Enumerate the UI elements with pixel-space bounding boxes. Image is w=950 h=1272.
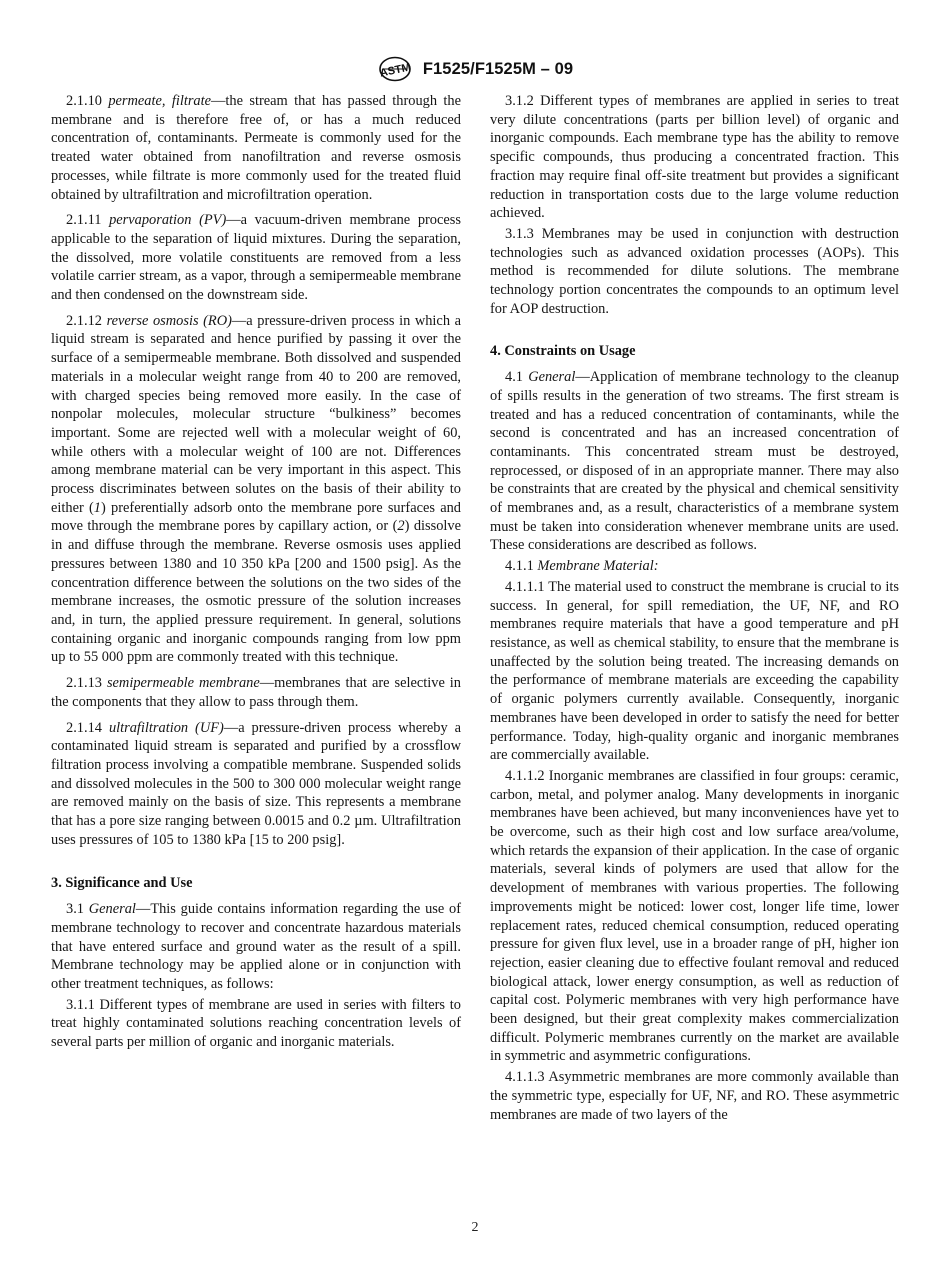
definition-text: ) dissolve in and diffuse through the membrane. Reverse osmosis uses applied pressures between 1380 and 10 350 kPa [200 and 1500 psig]. As the concentration difference between the solutions on the two sides of the membrane increases, the osmotic pressure of the solution increases and, in turn, the applied pressure requirement. In general, solutions containing organic and inorganic compounds ranging from low ppm up to 55 000 ppm are commonly treated with this technique. xyxy=(51,518,462,666)
page-header xyxy=(0,56,950,82)
clause-number: 4.1.1 xyxy=(505,558,538,575)
subsection-title: Membrane Material: xyxy=(537,558,659,575)
paragraph-3-1-3: 3.1.3 Membranes may be used in conjunction with destruction technologies such as advanced oxidation processes (AOPs). This method is recommended for dilute solutions. The membrane technology portion concentrates the compounds to an optimum level for AOP destruction. xyxy=(490,225,899,317)
clause-number: 3.1 xyxy=(66,901,89,918)
left-column xyxy=(51,92,461,1052)
paragraph-4-1 xyxy=(490,368,899,555)
paragraph-2-1-14 xyxy=(51,719,461,850)
paragraph-4-1-1 xyxy=(490,557,899,576)
section-heading-3: 3. Significance and Use xyxy=(51,875,193,892)
list-ref: 1 xyxy=(93,499,101,516)
defined-term: General xyxy=(528,369,576,386)
paragraph-2-1-10 xyxy=(51,92,461,204)
page-number: 2 xyxy=(471,1220,479,1235)
paragraph-4-1-1-1: 4.1.1.1 The material used to construct the membrane is crucial to its success. In general, for spill remediation, the UF, NF, and RO membranes require materials that have a good temperature and pH resistance, as well as chemical stability, to ensure that the membrane is unaffected by the solution being treated. The increasing demands on the performance of membrane materials are exceeding the capability of organic polymers currently available. Consequently, inorganic membranes have been developed in order to satisfy the need for better performance. Today, high-quality organic and inorganic membranes are commercially available. xyxy=(490,578,899,764)
body-text: —This guide contains information regarding the use of membrane technology to recover and concentrate hazardous materials that have entered surface and ground water as the result of a spill. Membrane technology may be applied alone or in conjunction with other treatment techniques, as follows: xyxy=(51,901,462,992)
paragraph-4-1-1-3: 4.1.1.3 Asymmetric membranes are more commonly available than the symmetric type, especially for UF, NF, and RO. These asymmetric membranes are made of two layers of the xyxy=(490,1069,899,1123)
paragraph-2-1-12 xyxy=(51,312,461,667)
paragraph-2-1-13 xyxy=(51,674,461,711)
paragraph-4-1-1-2: 4.1.1.2 Inorganic membranes are classified in four groups: ceramic, carbon, metal, and polymer analog. Many developments in inorganic membranes have been achieved, but many inconveniences have yet to be overcome, such as their high cost and low surface area/volume, which retards the expansion of their application. In the case of organic materials, several kinds of polymers are used that allow for the development of membranes with various properties. The following improvements might be noticed: lower cost, longer life time, lower replacement rates, reduced chemical consumption, reduced operating pressure for given flux level, use in a broader range of pH, higher ion rejection, easier cleaning due to effective foulant removal and reduced biological attack, lower energy consumption, as well as reduction of capital cost. Polymeric membranes with very high performance have been designed, but their great complexity makes commercialization difficult. Polymeric membranes currently on the market are available in symmetric and asymmetric configurations. xyxy=(490,767,899,1065)
clause-number: 2.1.12 xyxy=(66,312,107,329)
definition-text: —a pressure-driven process in which a liquid stream is separated and hence purified by passing it over the surface of a semipermeable membrane. Both dissolved and suspended materials in a molecular weight range from 40 to 200 are removed, with charged species being removed more easily. In the case of nonpolar molecules, molecular structure “bulkiness” becomes important. Some are rejected well with a molecular weight of 60, while others with a molecular weight of 100 are not. Differences among membrane material can be very important in this aspect. This process discriminates between solutes on the basis of their ability to either ( xyxy=(51,312,461,516)
definition-text: —the stream that has passed through the membrane and is therefore free of, or has a much reduced concentration of, contaminants. Permeate is commonly used for the treated water obtained from nanofiltration and reverse osmosis processes, while filtrate is more commonly used for the treated fluid obtained by ultrafiltration and microfiltration operation. xyxy=(51,93,461,203)
defined-term: ultrafiltration (UF) xyxy=(108,719,224,736)
defined-term: permeate, filtrate xyxy=(108,93,212,109)
right-column xyxy=(490,92,899,1124)
paragraph-3-1-2: 3.1.2 Different types of membranes are applied in series to treat very dilute concentrations (parts per billion level) of organic and inorganic compounds. Each membrane type has the ability to remove specific compounds, thus producing a concentrated fraction. This fraction may require final off-site treatment but provides a significant reduction in transportation costs due to the large volume reduction achieved. xyxy=(490,93,899,222)
defined-term: General xyxy=(88,901,136,918)
astm-logo-icon xyxy=(377,56,413,82)
defined-term: semipermeable membrane xyxy=(106,675,260,692)
definition-text: ) preferentially adsorb onto the membrane pore surfaces and move through the membrane pores by capillary action, or ( xyxy=(51,499,461,535)
clause-number: 2.1.14 xyxy=(66,719,109,736)
clause-number: 2.1.10 xyxy=(66,93,109,109)
defined-term: reverse osmosis (RO) xyxy=(106,312,232,329)
svg-text:ASTM: ASTM xyxy=(378,61,412,80)
paragraph-2-1-11 xyxy=(51,211,461,305)
definition-text: —membranes that are selective in the components that they allow to pass through them. xyxy=(51,675,461,710)
paragraph-3-1-1: 3.1.1 Different types of membrane are used in series with filters to treat highly contaminated solutions reaching concentration levels of several parts per million of organic and inorganic materials. xyxy=(51,996,461,1051)
list-ref: 2 xyxy=(397,518,405,535)
definition-text: —a pressure-driven process whereby a contaminated liquid stream is separated and purified by a crossflow filtration process involving a compatible membrane. Suspended solids and dissolved molecules in the 500 to 300 000 molecular weight range are removed mainly on the basis of size. This represents a membrane that has a pore size ranging between 0.0015 and 0.2 µm. Ultrafiltration uses pressures of 105 to 1380 kPa [15 to 200 psig]. xyxy=(51,719,462,848)
defined-term: pervaporation (PV) xyxy=(109,212,227,229)
clause-number: 4.1 xyxy=(505,369,529,386)
clause-number: 2.1.11 xyxy=(66,212,110,229)
clause-number: 2.1.13 xyxy=(66,675,107,692)
document-designation: F1525/F1525M – 09 xyxy=(422,59,574,78)
definition-text: —a vacuum-driven membrane process applicable to the separation of liquid mixtures. During the separation, the dissolved, more volatile constituents are removed from a less volatile carrier stream, as a vapor, through a semipermeable membrane and then condensed on the downstream side. xyxy=(51,212,461,304)
section-heading-4: 4. Constraints on Usage xyxy=(490,343,636,360)
paragraph-3-1 xyxy=(51,900,461,994)
body-text: —Application of membrane technology to the cleanup of spills results in the generation of two streams. The first stream is treated and has a reduced concentration of contaminants, while the second is concentrated and has an increased concentration of contaminants. This concentrated stream must be destroyed, reprocessed, or disposed of in an appropriate manner. There may also be constraints that are created by the physical and chemical sensitivity of membranes and, as a result, characteristics of a membrane system must be taken into consideration whenever membrane units are used. These considerations are described as follows. xyxy=(490,369,899,554)
